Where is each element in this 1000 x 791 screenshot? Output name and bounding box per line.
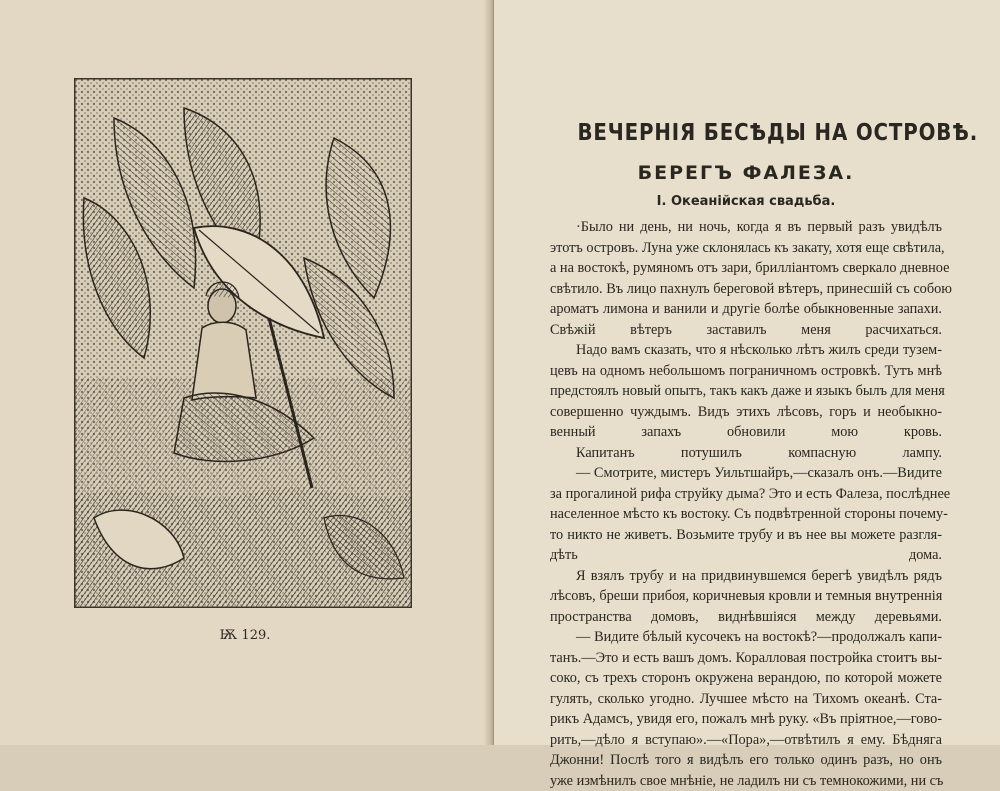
chapter-title: I. Океанійская свадьба.: [550, 194, 942, 209]
text-line: танъ.—Это и есть вашъ домъ. Коралловая постройка стоитъ вы-: [550, 648, 942, 669]
text-line: рикъ Адамсъ, увидя его, пожалъ мнѣ руку. «Въ пріятное,—гово-: [550, 709, 942, 730]
text-line: пространства домовъ, виднѣвшіяся между деревьями.: [550, 607, 942, 628]
text-line: Я взялъ трубу и на придвинувшемся берегѣ увидѣлъ рядъ: [550, 566, 942, 587]
text-line: а на востокѣ, румяномъ отъ зари, брилліантомъ сверкало дневное: [550, 258, 942, 279]
section-title: БЕРЕГЪ ФАЛЕЗА.: [550, 162, 942, 184]
text-line: — Смотрите, мистеръ Уильтшайръ,—сказалъ онъ.—Видите: [550, 463, 942, 484]
text-line: уже измѣнилъ свое мнѣніе, не ладилъ ни съ темнокожими, ни съ: [550, 771, 942, 791]
text-line: гулять, сколько угодно. Лучшее мѣсто на Тихомъ океанѣ. Ста-: [550, 689, 942, 710]
page-title: ВЕЧЕРНІЯ БЕСѢДЫ НА ОСТРОВѢ.: [577, 120, 914, 146]
text-line: цевъ на одномъ небольшомъ пограничномъ островкѣ. Тутъ мнѣ: [550, 361, 942, 382]
text-line: Капитанъ потушилъ компасную лампу.: [550, 443, 942, 464]
body-text: [550, 217, 942, 791]
illustration-engraving: [74, 78, 412, 608]
text-line: этотъ островъ. Луна уже склонялась къ закату, хотя еще свѣтила,: [550, 238, 942, 259]
text-line: рить,—дѣло я вступаю».—«Пора»,—отвѣтилъ я ему. Бѣдняга: [550, 730, 942, 751]
text-line: Надо вамъ сказать, что я нѣсколько лѣтъ жилъ среди тузем-: [550, 340, 942, 361]
text-line: свѣтило. Въ лицо пахнулъ береговой вѣтеръ, принесшій съ собою: [550, 279, 942, 300]
text-block: [550, 120, 942, 791]
text-line: венный запахъ обновили мою кровь.: [550, 422, 942, 443]
illustration-caption: Ѭ 129.: [200, 628, 290, 643]
text-line: — Видите бѣлый кусочекъ на востокѣ?—продолжалъ капи-: [550, 627, 942, 648]
text-line: предстоялъ новый опытъ, такъ какъ даже и языкъ былъ для меня: [550, 381, 942, 402]
engraving-drawing: [74, 78, 412, 608]
text-line: за прогалиной рифа струйку дыма? Это и есть Фалеза, послѣднее: [550, 484, 942, 505]
text-line: ароматъ лимона и ванили и другіе болѣе обыкновенные запахи.: [550, 299, 942, 320]
text-line: Джонни! Послѣ того я видѣлъ его только одинъ разъ, но онъ: [550, 750, 942, 771]
text-line: Свѣжій вѣтеръ заставилъ меня расчихаться.: [550, 320, 942, 341]
text-line: дѣть дома.: [550, 545, 942, 566]
text-line: ·Было ни день, ни ночь, когда я въ первый разъ увидѣлъ: [550, 217, 942, 238]
text-line: населенное мѣсто къ востоку. Съ подвѣтренной стороны почему-: [550, 504, 942, 525]
left-page: [0, 0, 492, 745]
text-line: совершенно чуждымъ. Видъ этихъ лѣсовъ, горъ и необыкно-: [550, 402, 942, 423]
text-line: соко, съ трехъ сторонъ окружена верандою, по которой можете: [550, 668, 942, 689]
text-line: лѣсовъ, бреши прибоя, коричневыя кровли и темныя внутреннія: [550, 586, 942, 607]
text-line: то никто не живетъ. Возьмите трубу и въ нее вы можете разгля-: [550, 525, 942, 546]
